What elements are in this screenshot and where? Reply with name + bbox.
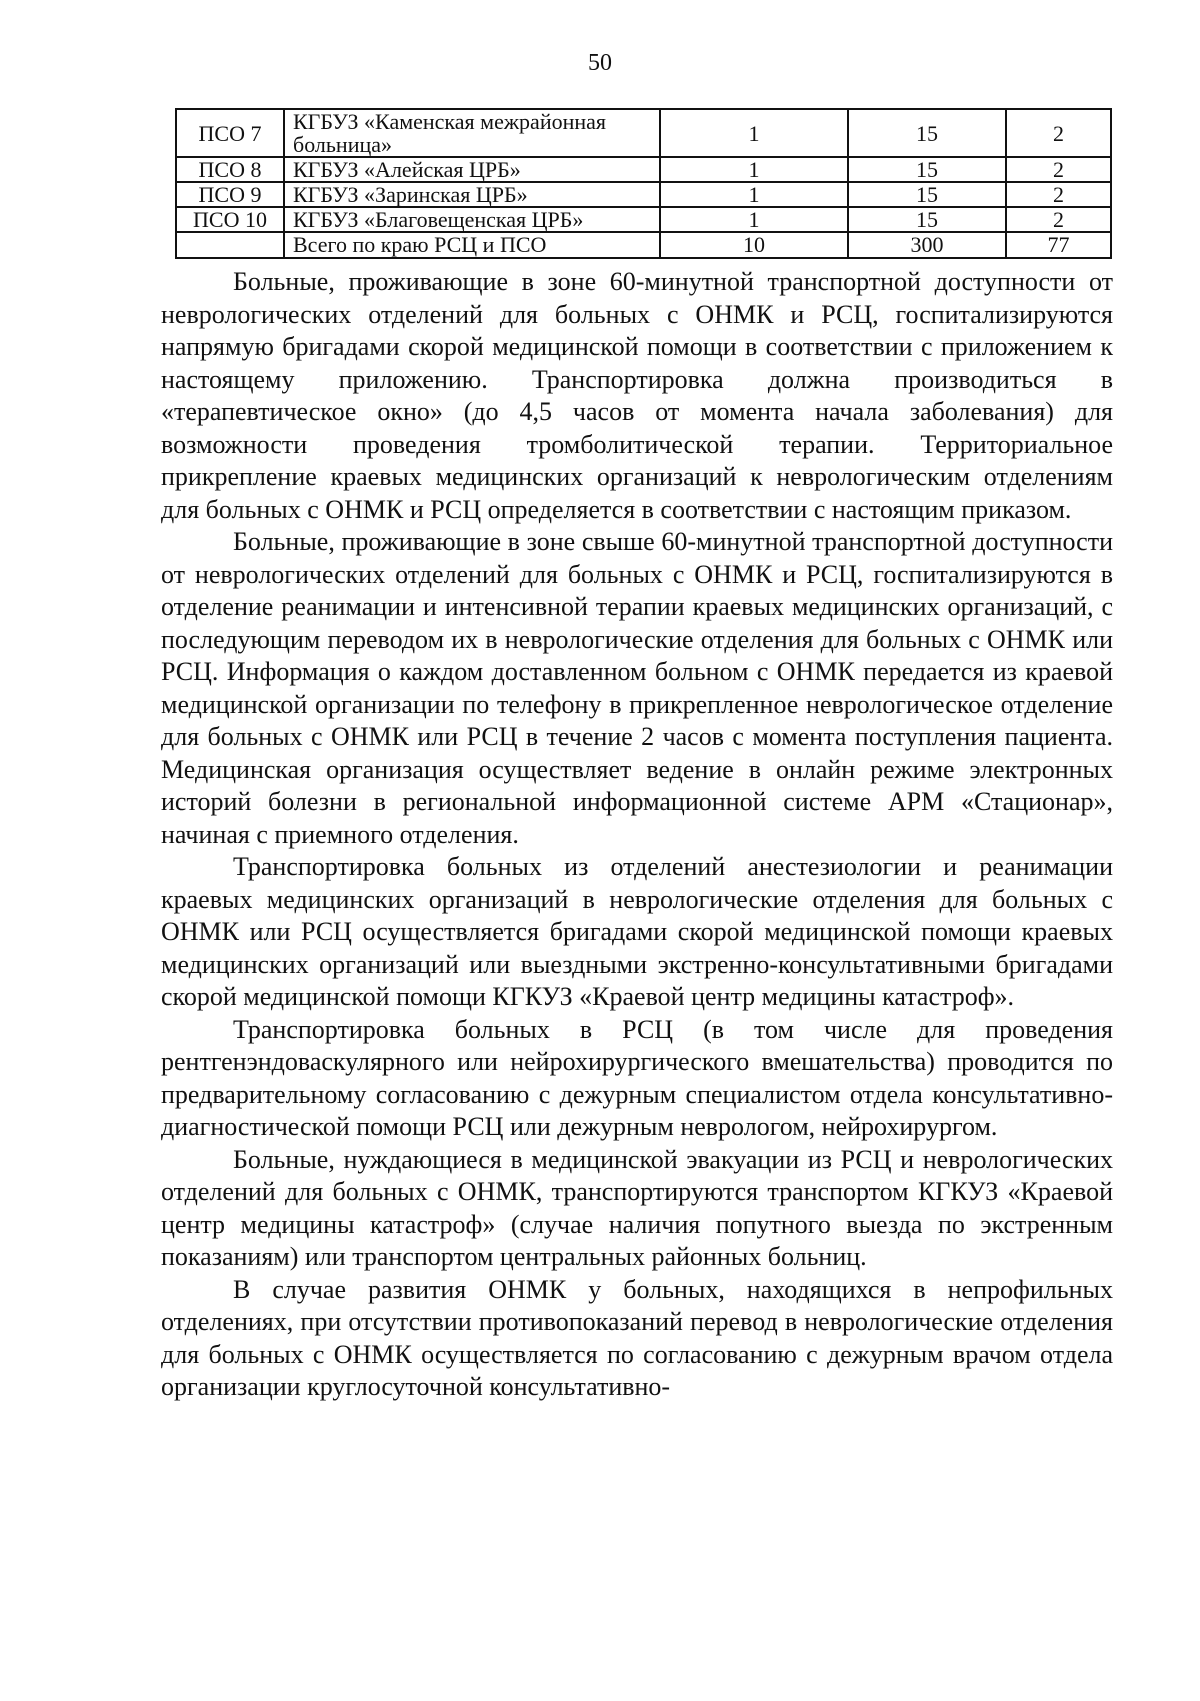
table-cell-name: КГБУЗ «Алейская ЦРБ»	[284, 157, 660, 182]
body-paragraph: Больные, нуждающиеся в медицинской эвакуации из РСЦ и неврологических отделений для больных с ОНМК, транспортируются транспортом КГКУЗ «Краевой центр медицины катастроф» (случае наличия попутного выезда по экстренным показаниям) или транспортом центральных районных больниц.	[161, 1144, 1113, 1271]
table-cell-value: 15	[848, 207, 1006, 232]
table-cell-name: КГБУЗ «Каменская межрайонная больница»	[284, 109, 660, 157]
table-cell-value: 1	[660, 182, 848, 207]
table-cell-value: 10	[660, 232, 848, 257]
table-cell-code	[176, 232, 284, 257]
table-cell-value: 2	[1006, 109, 1111, 157]
table-cell-name: КГБУЗ «Благовещенская ЦРБ»	[284, 207, 660, 232]
document-body	[161, 266, 1113, 1404]
body-paragraph: Транспортировка больных в РСЦ (в том числе для проведения рентгенэндоваскулярного или нейрохирургического вмешательства) проводится по предварительному согласованию с дежурным специалистом отдела консультативно-диагностической помощи РСЦ или дежурным неврологом, нейрохирургом.	[161, 1014, 1113, 1141]
table-cell-code: ПСО 9	[176, 182, 284, 207]
table-cell-value: 15	[848, 157, 1006, 182]
table-cell-code: ПСО 8	[176, 157, 284, 182]
page-number: 50	[588, 50, 612, 76]
table-cell-name: Всего по краю РСЦ и ПСО	[284, 232, 660, 257]
table-cell-value: 1	[660, 109, 848, 157]
table-cell-value: 15	[848, 109, 1006, 157]
table-cell-value: 2	[1006, 182, 1111, 207]
body-paragraph: Больные, проживающие в зоне свыше 60-минутной транспортной доступности от неврологических отделений для больных с ОНМК и РСЦ, госпитализируются в отделение реанимации и интенсивной терапии краевых медицинских организаций, с последующим переводом их в неврологические отделения для больных с ОНМК или РСЦ. Информация о каждом доставленном больном с ОНМК передается из краевой медицинской организации по телефону в прикрепленное неврологическое отделение для больных с ОНМК или РСЦ в течение 2 часов с момента поступления пациента. Медицинская организация осуществляет ведение в онлайн режиме электронных историй болезни в региональной информационной системе АРМ «Стационар», начиная с приемного отделения.	[161, 527, 1113, 849]
table-total-row	[176, 232, 1111, 257]
table-cell-code: ПСО 7	[176, 109, 284, 157]
body-paragraph: Больные, проживающие в зоне 60-минутной транспортной доступности от неврологических отделений для больных с ОНМК и РСЦ, госпитализируются напрямую бригадами скорой медицинской помощи в соответствии с приложением к настоящему приложению. Транспортировка должна производиться в «терапевтическое окно» (до 4,5 часов от момента начала заболевания) для возможности проведения тромболитической терапии. Территориальное прикрепление краевых медицинских организаций к неврологическим отделениям для больных с ОНМК и РСЦ определяется в соответствии с настоящим приказом.	[161, 267, 1113, 524]
table-cell-value: 2	[1006, 207, 1111, 232]
table-cell-value: 1	[660, 157, 848, 182]
table-cell-name: КГБУЗ «Заринская ЦРБ»	[284, 182, 660, 207]
table-cell-value: 300	[848, 232, 1006, 257]
table-cell-code: ПСО 10	[176, 207, 284, 232]
table-row	[176, 157, 1111, 182]
body-paragraph: В случае развития ОНМК у больных, находящихся в непрофильных отделениях, при отсутствии противопоказаний перевод в неврологические отделения для больных с ОНМК осуществляется по согласованию с дежурным врачом отдела организации круглосуточной консультативно-	[161, 1274, 1113, 1401]
table-cell-value: 2	[1006, 157, 1111, 182]
table-cell-value: 77	[1006, 232, 1111, 257]
hospital-table	[175, 108, 1112, 259]
table-cell-value: 1	[660, 207, 848, 232]
body-paragraph: Транспортировка больных из отделений анестезиологии и реанимации краевых медицинских организаций в неврологические отделения для больных с ОНМК или РСЦ осуществляется бригадами скорой медицинской помощи краевых медицинских организаций или выездными экстренно-консультативными бригадами скорой медицинской помощи КГКУЗ «Краевой центр медицины катастроф».	[161, 852, 1113, 1011]
table-cell-value: 15	[848, 182, 1006, 207]
table-row	[176, 109, 1111, 157]
table-row	[176, 182, 1111, 207]
table-row	[176, 207, 1111, 232]
